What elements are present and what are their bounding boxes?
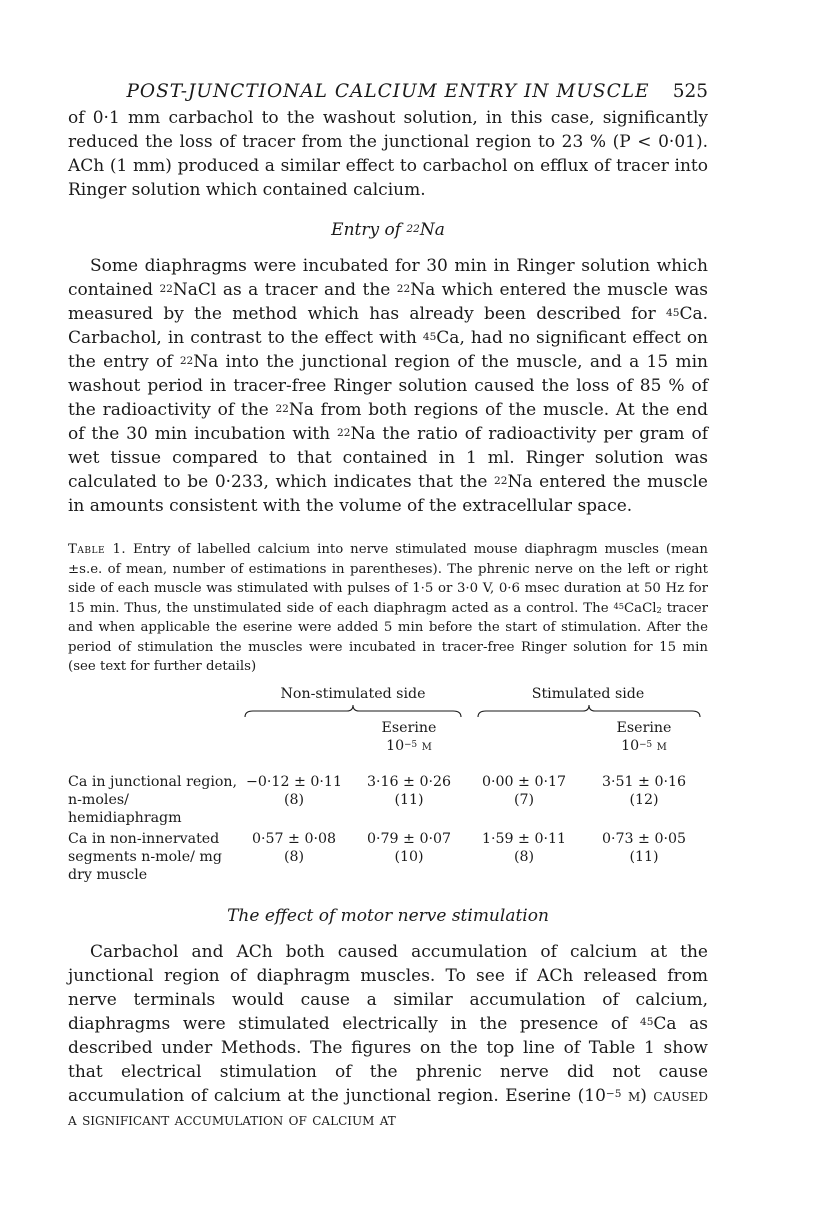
table-cell: 3·16 ± 0·26 (11) [366, 773, 452, 808]
paragraph-carbachol-washout: of 0·1 mm carbachol to the washout solution, in this case, significantly reduced the loss of tracer from the junctional region to 23 % (P < 0·01). ACh (1 mm) produced a similar effect to carbachol on efflux of tracer into Ringer solution which contained calcium. [68, 108, 708, 200]
table-row [68, 765, 708, 827]
table-cell: 0·00 ± 0·17 (7) [481, 773, 567, 808]
group-header-stimulated: Stimulated side [531, 685, 645, 702]
table-row [68, 827, 708, 884]
data-table [68, 685, 708, 884]
paragraph-entry-na: Some diaphragms were incubated for 30 min in Ringer solution which contained $^{22}$NaCl as a tracer and the $^{22}$Na which entered the muscle was measured by the method which has already been described for $^{45}$Ca. Carbachol, in contrast to the effect with $^{45}$Ca, had no significant effect on the entry of $^{22}$Na into the junctional region of the muscle, and a 15 min washout period in tracer-free Ringer solution caused the loss of 85 % of the radioactivity of the $^{22}$Na from both regions of the muscle. At the end of the 30 min incubation with $^{22}$Na the ratio of radioactivity per gram of wet tissue compared to that contained in 1 ml. Ringer solution was calculated to be 0·233, which indicates that the $^{22}$Na entered the muscle in amounts consistent with the volume of the extracellular space. [68, 256, 708, 516]
brace-stimulated [468, 703, 708, 719]
brace-non-stimulated [238, 703, 468, 719]
running-title: POST-JUNCTIONAL CALCIUM ENTRY IN MUSCLE [126, 81, 650, 102]
table-caption: Table 1. Entry of labelled calcium into nerve stimulated mouse diaphragm muscles (mean ±s.e. of mean, number of estimations in parentheses). The phrenic nerve on the left or right side of each muscle was stimulated with pulses of 1·5 or 3·0 V, 0·6 msec duration at 50 Hz for 15 min. Thus, the unstimulated side of each diaphragm acted as a control. The $^{45}$CaCl$_2$ tracer and when applicable the eserine were added 5 min before the start of stimulation. After the period of stimulation the muscles were incubated in tracer-free Ringer solution for 15 min (see text for further details) [68, 542, 708, 674]
table-cell: 0·79 ± 0·07 (10) [366, 830, 452, 865]
col-header-eserine-2: Eserine $10^{-5}$ m [616, 719, 672, 754]
group-header-non-stimulated: Non-stimulated side [280, 685, 426, 702]
journal-page [68, 78, 708, 1132]
table-cell: 1·59 ± 0·11 (8) [481, 830, 567, 865]
table-cell: −0·12 ± 0·11 (8) [246, 773, 342, 808]
col-header-eserine-1: Eserine $10^{-5}$ m [381, 719, 437, 754]
section-heading-entry-na: Entry of $^{22}$Na [331, 220, 445, 240]
table-cell: 3·51 ± 0·16 (12) [601, 773, 687, 808]
table-cell: 0·57 ± 0·08 (8) [251, 830, 337, 865]
section-heading-motor-nerve: The effect of motor nerve stimulation [227, 905, 549, 926]
page-number: 525 [672, 81, 708, 102]
row-label-junctional: Ca in junctional region, n-moles/ hemidiaphragm [68, 773, 238, 826]
paragraph-motor-nerve: Carbachol and ACh both caused accumulation of calcium at the junctional region of diaphragm muscles. To see if ACh released from nerve terminals would cause a similar accumulation of calcium, diaphragms were stimulated electrically in the presence of $^{45}$Ca as described under Methods. The figures on the top line of Table 1 show that electrical stimulation of the phrenic nerve did not cause accumulation of calcium at the junctional region. Eserine ($10^{-5}$ m) caused a significant accumulation of calcium at [68, 941, 709, 1130]
row-label-non-innervated: Ca in non-innervated segments n-mole/ mg dry muscle [68, 830, 222, 883]
table-cell: 0·73 ± 0·05 (11) [601, 830, 687, 865]
table-label: Table 1. [68, 542, 127, 557]
running-header [68, 78, 708, 106]
